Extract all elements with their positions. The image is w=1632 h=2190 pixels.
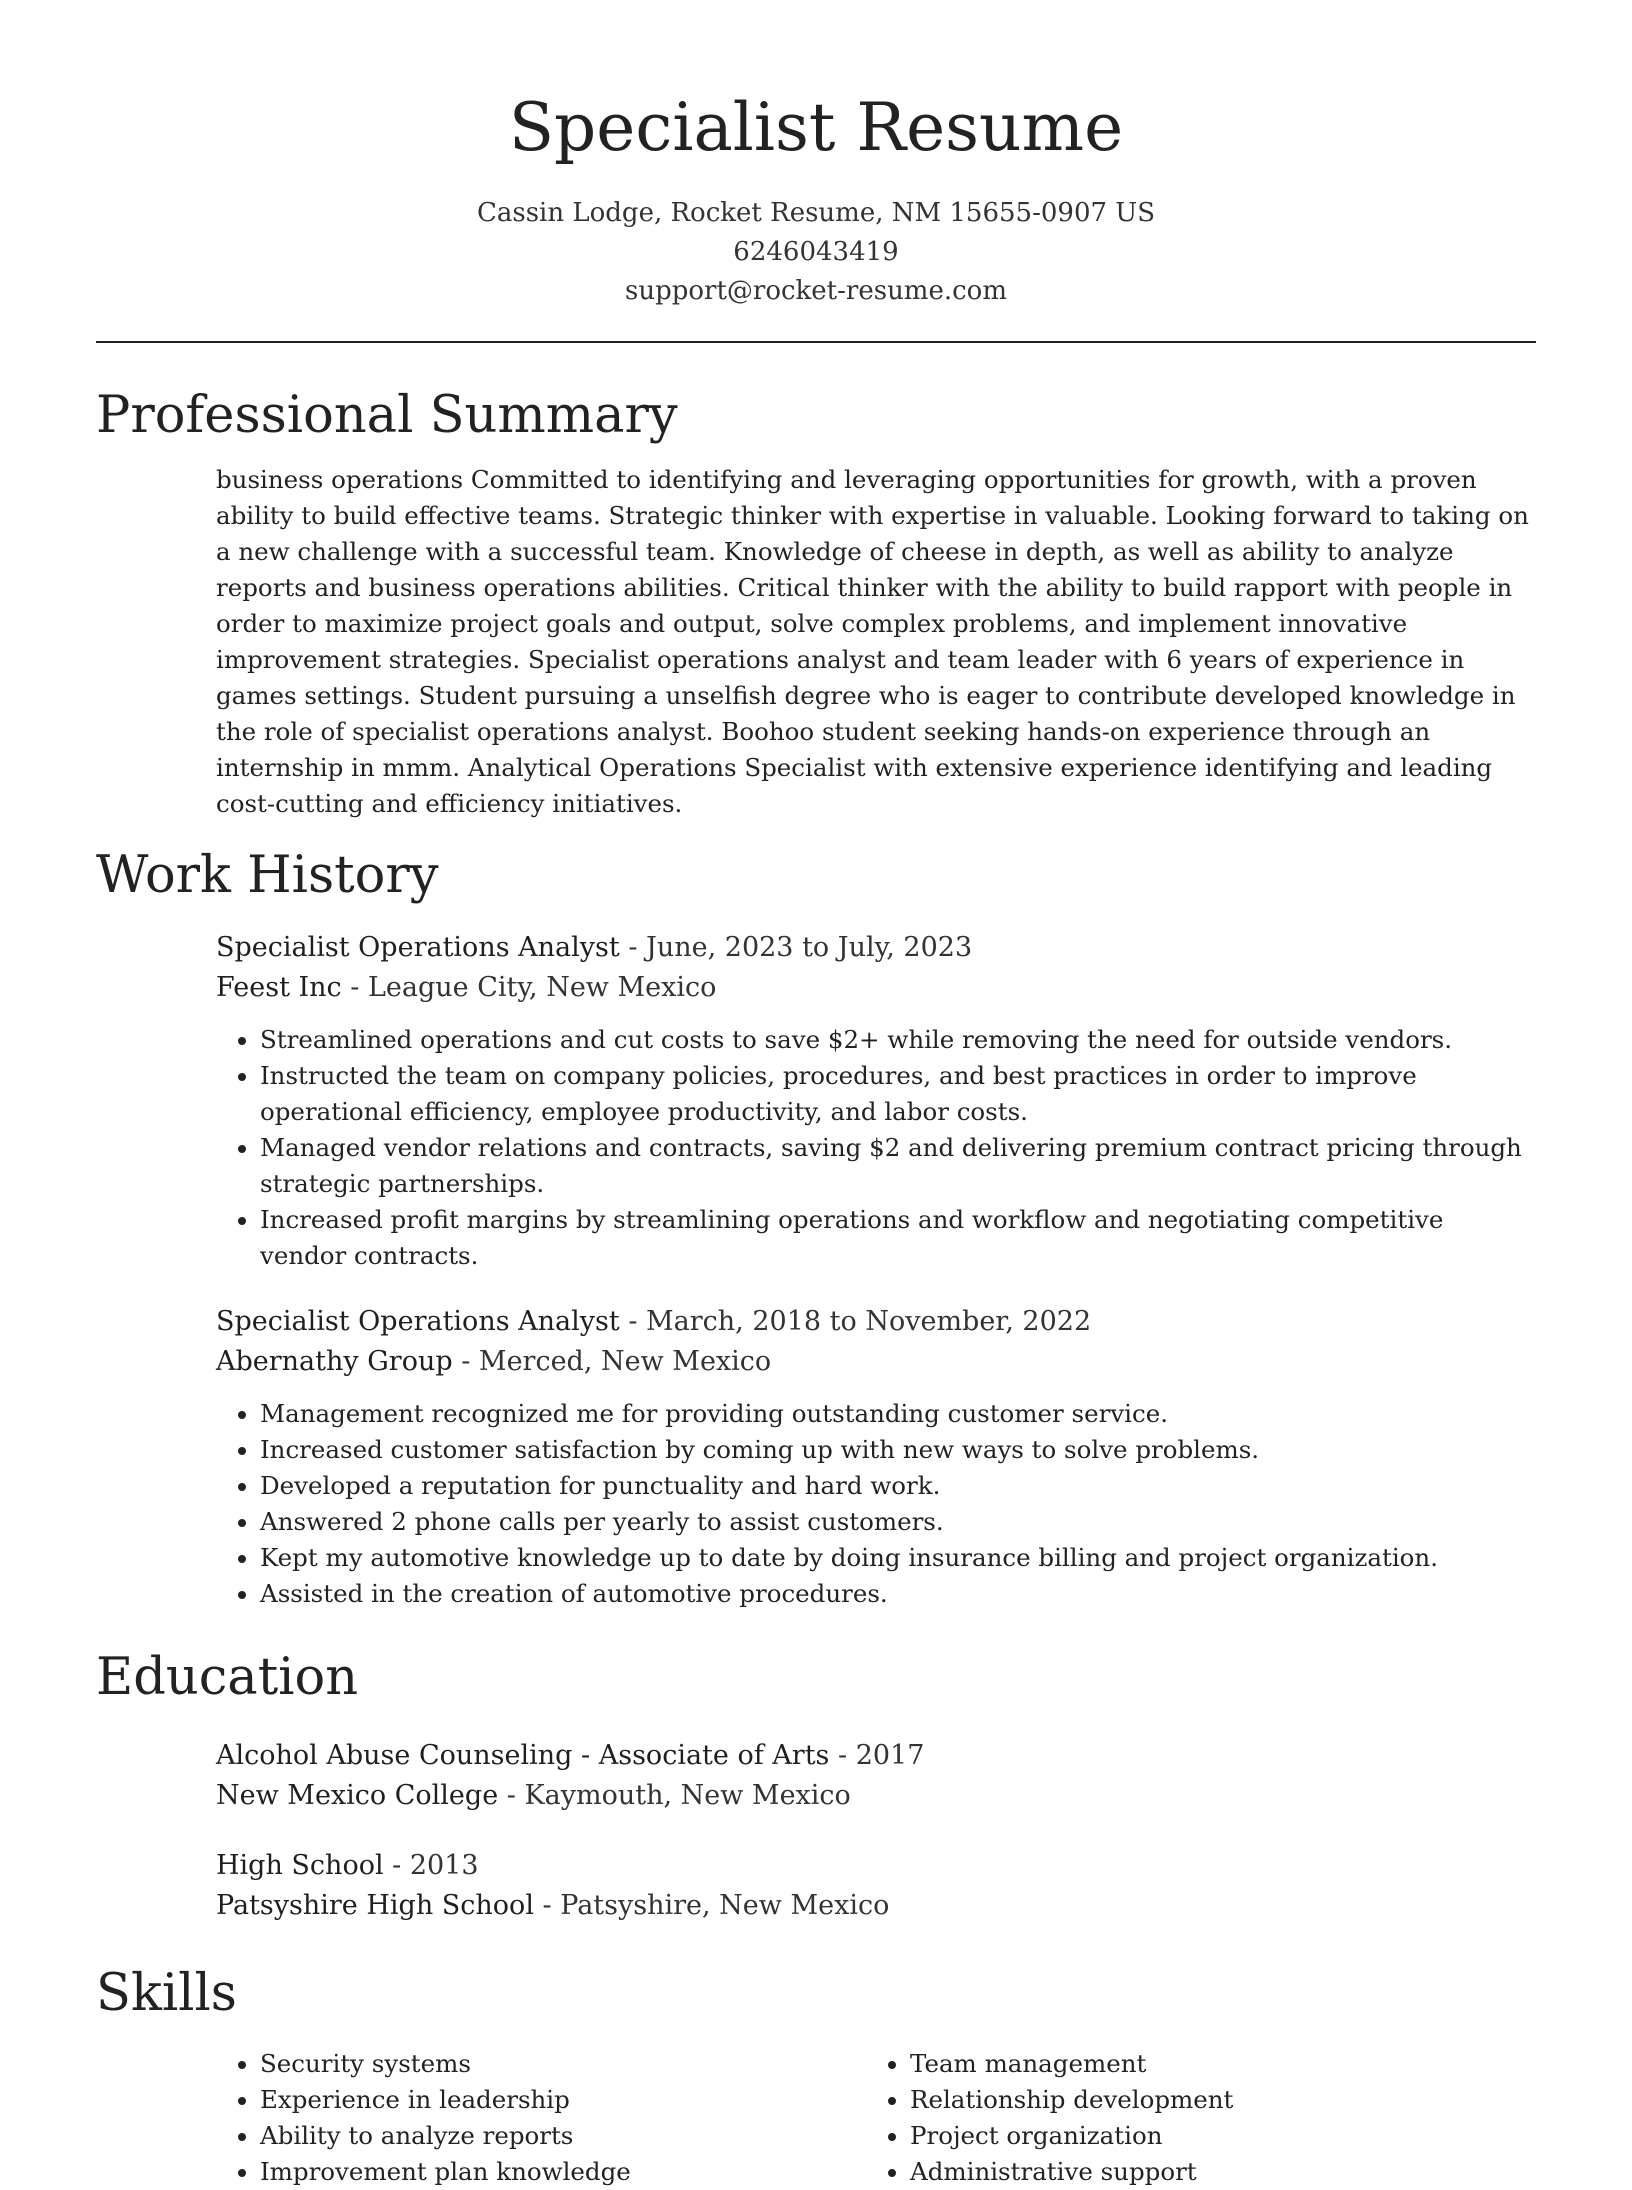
education-field: High School: [216, 1850, 384, 1881]
job-location: - League City, New Mexico: [341, 972, 717, 1003]
skill-item: • Administrative support: [910, 2154, 1516, 2190]
job-bullet: • Developed a reputation for punctuality and hard work.: [260, 1468, 1536, 1504]
skill-item: • Experience in leadership: [260, 2082, 866, 2118]
contact-email: support@rocket-resume.com: [624, 276, 1007, 306]
job-company: Feest Inc: [216, 972, 342, 1003]
job-bullets: [216, 1396, 1536, 1612]
education-school-line: [216, 1886, 1536, 1926]
job-title-line: [216, 928, 1536, 968]
education-degree-line: [216, 1846, 1536, 1886]
resume-header: [0, 0, 1632, 311]
skill-item: • Ability to analyze reports: [260, 2118, 866, 2154]
education-section: [96, 1640, 1536, 1926]
skills-section: [96, 1956, 1536, 2190]
job-entry: [216, 928, 1536, 1274]
summary-heading: Professional Summary: [96, 386, 678, 445]
education-entry: [216, 1846, 1536, 1926]
education-field: Alcohol Abuse Counseling: [216, 1740, 573, 1771]
summary-text: business operations Committed to identifying and leveraging opportunities for growth, with a proven ability to build effective teams. Strategic thinker with expertise in valuable. Looking forward to taking on a new challenge with a successful team. Knowledge of cheese in depth, as well as ability to analyze reports and business operations abilities. Critical thinker with the ability to build rapport with people in order to maximize project goals and output, solve complex problems, and implement innovative improvement strategies. Specialist operations analyst and team leader with 6 years of experience in games settings. Student pursuing a unselfish degree who is eager to contribute developed knowledge in the role of specialist operations analyst. Boohoo student seeking hands-on experience through an internship in mmm. Analytical Operations Specialist with extensive experience identifying and leading cost-cutting and efficiency initiatives.: [216, 465, 1529, 818]
education-school-line: [216, 1776, 1536, 1816]
education-year: - 2017: [829, 1740, 925, 1771]
education-location: - Patsyshire, New Mexico: [533, 1890, 890, 1921]
job-dates: - June, 2023 to July, 2023: [619, 932, 973, 963]
skills-heading: Skills: [96, 1964, 237, 2023]
job-company-line: [216, 1342, 1536, 1382]
job-title-line: [216, 1302, 1536, 1342]
work-history-section: [96, 838, 1536, 1612]
job-entry: [216, 1302, 1536, 1612]
job-bullet: • Kept my automotive knowledge up to date by doing insurance billing and project organization.: [260, 1540, 1536, 1576]
education-entry: [216, 1736, 1536, 1816]
resume-title: Specialist Resume: [508, 89, 1124, 166]
job-bullet: • Instructed the team on company policies, procedures, and best practices in order to improve operational efficiency, employee productivity, and labor costs.: [260, 1058, 1536, 1130]
job-bullet: • Answered 2 phone calls per yearly to assist customers.: [260, 1504, 1536, 1540]
header-divider: [96, 341, 1536, 343]
contact-info: [0, 194, 1632, 311]
job-role: Specialist Operations Analyst: [216, 932, 620, 963]
job-bullet: • Management recognized me for providing outstanding customer service.: [260, 1396, 1536, 1432]
contact-address: Cassin Lodge, Rocket Resume, NM 15655-0907 US: [476, 198, 1156, 228]
job-role: Specialist Operations Analyst: [216, 1306, 620, 1337]
skill-item: • Relationship development: [910, 2082, 1516, 2118]
job-bullet: • Assisted in the creation of automotive procedures.: [260, 1576, 1536, 1612]
job-company: Abernathy Group: [216, 1346, 453, 1377]
education-location: - Kaymouth, New Mexico: [498, 1780, 851, 1811]
education-degree: - Associate of Arts: [572, 1740, 830, 1771]
skills-column-left: [216, 2046, 866, 2190]
education-school: New Mexico College: [216, 1780, 499, 1811]
education-heading: Education: [96, 1648, 359, 1707]
contact-phone: 6246043419: [733, 237, 899, 267]
education-degree-line: [216, 1736, 1536, 1776]
skills-grid: [216, 2046, 1536, 2190]
skill-item: • Project organization: [910, 2118, 1516, 2154]
education-school: Patsyshire High School: [216, 1890, 534, 1921]
work-history-heading: Work History: [96, 846, 439, 905]
education-year: - 2013: [383, 1850, 479, 1881]
skill-item: • Team management: [910, 2046, 1516, 2082]
job-bullet: • Increased customer satisfaction by coming up with new ways to solve problems.: [260, 1432, 1536, 1468]
job-bullets: [216, 1022, 1536, 1274]
job-location: - Merced, New Mexico: [452, 1346, 772, 1377]
skill-item: • Security systems: [260, 2046, 866, 2082]
job-bullet: • Increased profit margins by streamlining operations and workflow and negotiating competitive vendor contracts.: [260, 1202, 1536, 1274]
skills-column-right: [866, 2046, 1516, 2190]
job-dates: - March, 2018 to November, 2022: [619, 1306, 1092, 1337]
resume-content: [96, 378, 1536, 2190]
job-company-line: [216, 968, 1536, 1008]
job-bullet: • Managed vendor relations and contracts, saving $2 and delivering premium contract pricing through strategic partnerships.: [260, 1130, 1536, 1202]
summary-section: [96, 378, 1536, 822]
job-bullet: • Streamlined operations and cut costs to save $2+ while removing the need for outside vendors.: [260, 1022, 1536, 1058]
skill-item: • Improvement plan knowledge: [260, 2154, 866, 2190]
